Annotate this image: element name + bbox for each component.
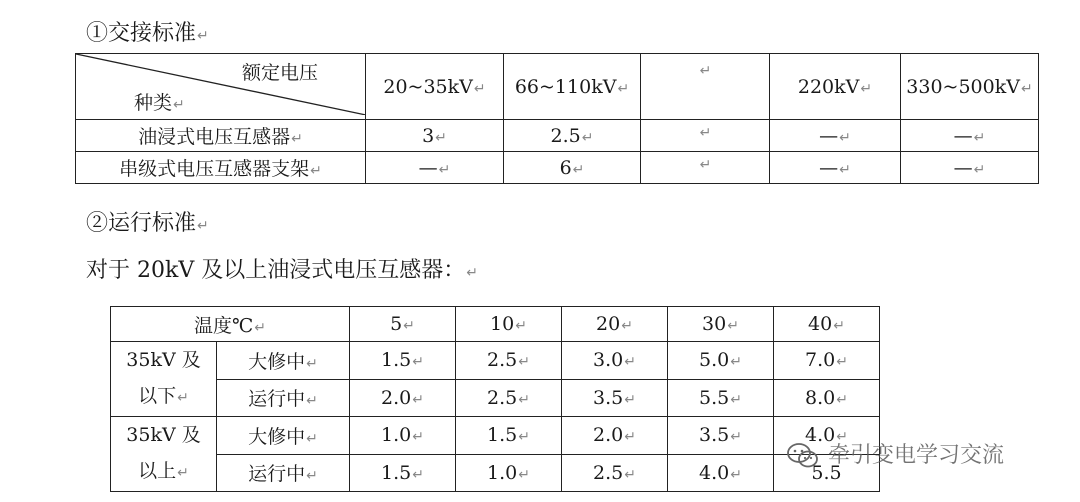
table-cell: 4.0↵ xyxy=(774,417,880,455)
table-row xyxy=(111,342,880,380)
table-cell: 3.5↵ xyxy=(562,379,668,417)
operating-standard-table xyxy=(110,306,880,492)
temperature-cell: 5↵ xyxy=(350,307,456,342)
voltage-group-label: 35kV 及 以下↵ xyxy=(111,342,217,417)
table-cell: 1.0↵ xyxy=(350,417,456,455)
table-header-row xyxy=(111,307,880,342)
wechat-icon xyxy=(786,441,820,471)
table-cell: 1.5↵ xyxy=(456,417,562,455)
table-cell: 7.0↵ xyxy=(774,342,880,380)
table-cell: 2.5↵ xyxy=(456,379,562,417)
table-cell: —↵ xyxy=(770,120,901,152)
row-label: 油浸式电压互感器↵ xyxy=(76,120,366,152)
diagonal-header-cell xyxy=(76,54,366,120)
watermark: 牵引变电学习交流 xyxy=(786,438,1004,471)
column-header: 220kV↵ xyxy=(770,54,901,120)
table-cell: 2.5↵ xyxy=(562,454,668,492)
table-row xyxy=(76,152,1039,184)
row-label: 运行中↵ xyxy=(217,454,350,492)
table-cell: 1.0↵ xyxy=(456,454,562,492)
table-cell: 1.5↵ xyxy=(350,342,456,380)
table-cell: —↵ xyxy=(901,152,1039,184)
diagonal-line xyxy=(76,54,366,115)
heading-handover-standard: ①交接标准↵ xyxy=(86,21,209,46)
column-header: ↵ xyxy=(641,54,770,120)
table-cell: —↵ xyxy=(770,152,901,184)
table-cell: —↵ xyxy=(366,152,504,184)
table-cell: —↵ xyxy=(901,120,1039,152)
handover-standard-table xyxy=(75,53,1039,184)
table-cell: ↵ xyxy=(641,152,770,184)
table-cell: 2.5↵ xyxy=(456,342,562,380)
temperature-cell: 10↵ xyxy=(456,307,562,342)
column-header: 20~35kV↵ xyxy=(366,54,504,120)
table-cell: 3.0↵ xyxy=(562,342,668,380)
table-cell: 5.0↵ xyxy=(668,342,774,380)
heading-operating-standard: ②运行标准↵ xyxy=(86,211,209,236)
row-label: 大修中↵ xyxy=(217,417,350,455)
corner-label-type: 种类↵ xyxy=(134,92,185,114)
table-cell: 4.0↵ xyxy=(668,454,774,492)
table-row xyxy=(111,454,880,492)
row-label: 串级式电压互感器支架↵ xyxy=(76,152,366,184)
temperature-header: 温度℃↵ xyxy=(111,307,350,342)
voltage-group-label: 35kV 及 以上↵ xyxy=(111,417,217,492)
table-cell: 5.5 xyxy=(774,454,880,492)
table-cell: 2.0↵ xyxy=(562,417,668,455)
paragraph-scope: 对于 20kV 及以上油浸式电压互感器：↵ xyxy=(86,258,478,283)
temperature-cell: 20↵ xyxy=(562,307,668,342)
table-row xyxy=(76,120,1039,152)
table-cell: 3.5↵ xyxy=(668,417,774,455)
temperature-cell: 40↵ xyxy=(774,307,880,342)
table-row xyxy=(111,379,880,417)
table-cell: ↵ xyxy=(641,120,770,152)
table-cell: 6↵ xyxy=(504,152,641,184)
temperature-cell: 30↵ xyxy=(668,307,774,342)
table-row xyxy=(111,417,880,455)
row-label: 大修中↵ xyxy=(217,342,350,380)
column-header: 330~500kV↵ xyxy=(901,54,1039,120)
column-header: 66~110kV↵ xyxy=(504,54,641,120)
table-cell: 3↵ xyxy=(366,120,504,152)
table-cell: 5.5↵ xyxy=(668,379,774,417)
table-cell: 2.5↵ xyxy=(504,120,641,152)
corner-label-rated-voltage: 额定电压 xyxy=(242,62,319,84)
table-cell: 1.5↵ xyxy=(350,454,456,492)
row-label: 运行中↵ xyxy=(217,379,350,417)
table-cell: 2.0↵ xyxy=(350,379,456,417)
table-cell: 8.0↵ xyxy=(774,379,880,417)
